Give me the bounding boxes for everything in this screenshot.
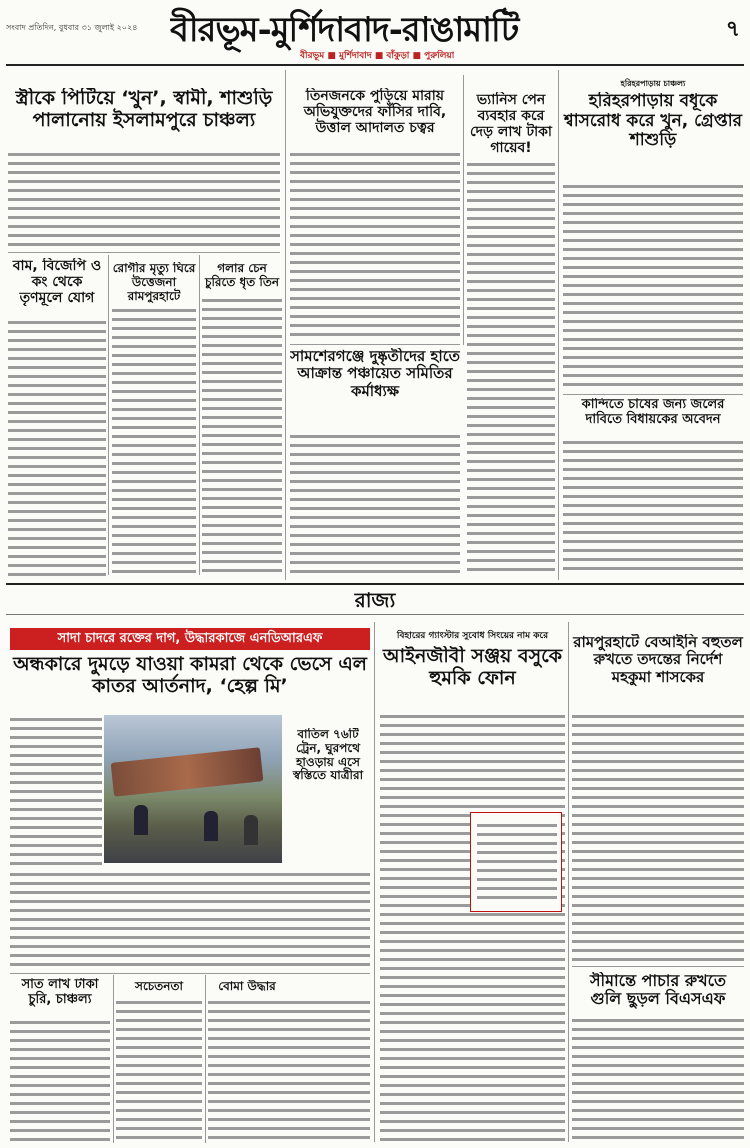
story-islampur-headline: স্ত্রীকে পিটিয়ে ‘খুন’, স্বামী, শাশুড়ি পালানোয় ইসলামপুরে চাঞ্চল্য [15, 88, 273, 131]
story-boma-headline: বোমা উদ্ধার [218, 980, 276, 993]
district-3: বাঁকুড়া [386, 51, 410, 61]
story-satlakh-body [10, 1018, 110, 1142]
story-boma-body [208, 998, 370, 1142]
story-bam-headline: বাম, বিজেপি ও কং থেকে তৃণমূলে যোগ [12, 258, 102, 307]
district-1: বীরভূম [300, 51, 325, 61]
column-divider [463, 75, 464, 345]
pull-quote-box [470, 812, 562, 912]
story-golar-body [202, 296, 282, 576]
story-samsher-body [290, 432, 460, 576]
column-divider [108, 255, 109, 575]
story-islampur-body [8, 150, 280, 250]
district-4: পুরুলিয়া [424, 51, 455, 61]
story-train-body-continued [10, 870, 370, 970]
story-haripara-kicker: হরিহরপাড়ায় চাঞ্চল্য [620, 79, 686, 88]
column-divider [568, 622, 569, 1142]
story-simante-headline: সীমান্তে পাচার রুখতে গুলি ছুড়ল বিএসএফ [589, 972, 727, 1009]
story-train-side-headline: বাতিল ৭৬টি ট্রেন, ঘুরপথে হাওড়ায় এসে স্বস্তিতে যাত্রীরা [292, 728, 364, 783]
column-divider [199, 255, 200, 575]
rescuer-figure [244, 815, 258, 845]
column-divider [285, 70, 286, 580]
story-train-kicker: সাদা চাদরে রক্তের দাগ, উদ্ধারকাজে এনডিআরএফ [10, 628, 370, 650]
rescuer-figure [134, 805, 148, 835]
story-samsher-headline: সামশেরগঞ্জে দুষ্কৃতীদের হাতে আক্রান্ত পঞ্চায়েত সমিতির কর্মাধ্যক্ষ [290, 348, 460, 400]
story-rogir-headline: রোগীর মৃত্যু ঘিরে উত্তেজনা রামপুরহাটে [112, 262, 196, 303]
story-divider [290, 344, 460, 345]
story-rampurhat-body [572, 712, 744, 962]
story-simante-body [572, 1016, 744, 1142]
train-coach-shape [111, 747, 264, 796]
story-vanish-body [467, 160, 555, 576]
story-lawyer-body [380, 712, 565, 1142]
header-rule [6, 64, 744, 66]
story-satlakh-headline: সাত লাখ টাকা চুরি, চাঞ্চল্য [21, 978, 99, 1007]
story-haripara-body [563, 182, 743, 392]
story-golar-headline: গলার চেন চুরিতে ধৃত তিন [204, 262, 280, 289]
story-divider [572, 966, 744, 967]
story-sachetanata-headline: সচেতনতা [135, 980, 183, 993]
story-divider [8, 252, 280, 253]
story-divider [563, 394, 743, 395]
section-title: রাজ্য [354, 588, 396, 612]
district-2: মুর্শিদাবাদ [339, 51, 372, 61]
column-divider [374, 622, 375, 1142]
train-accident-photo [104, 715, 282, 863]
story-vanish-headline: ভ্যানিস পেন ব্যবহার করে দেড় লাখ টাকা গায়েব! [469, 92, 552, 157]
edition-date: সংবাদ প্রতিদিন, বুধবার ৩১ জুলাই ২০২৪ [6, 23, 138, 32]
column-divider [205, 975, 206, 1143]
story-rampurhat-headline: রামপুরহাটে বেআইনি বহুতল রুখতে তদন্তের নির্দেশ মহকুমা শাসকের [573, 634, 743, 686]
story-sachetanata-body [116, 998, 202, 1142]
district-strip: বীরভূম ■ মুর্শিদাবাদ ■ বাঁকুড়া ■ পুরুলিয়া [300, 51, 455, 61]
column-divider [558, 70, 559, 580]
column-divider [113, 975, 114, 1143]
story-kandi-body [563, 438, 743, 576]
story-rogir-body [112, 306, 196, 576]
pull-quote-text [477, 821, 557, 905]
rescuer-figure [204, 811, 218, 841]
story-bam-body [8, 318, 106, 576]
page-number: ৭ [725, 17, 740, 42]
section-rule [6, 583, 744, 585]
page-title: বীরভূম-মুর্শিদাবাদ-রাঙামাটি [170, 10, 519, 50]
story-lawyer-kicker: বিহারের গ্যাংস্টার সুবোধ সিংয়ের নাম করে [396, 631, 549, 641]
story-train-headline: অন্ধকারে দুমড়ে যাওয়া কামরা থেকে ভেসে এল কাতর আর্তনাদ, ‘হেল্প মি’ [13, 654, 367, 697]
story-train-body [10, 715, 102, 865]
story-tinjan-body [290, 150, 460, 340]
story-haripara-headline: হরিহরপাড়ায় বধূকে শ্বাসরোধ করে খুন, গ্রেপ্তার শাশুড়ি [564, 92, 742, 151]
story-divider [10, 973, 370, 974]
story-lawyer-headline: আইনজীবী সঞ্জয় বসুকে হুমকি ফোন [382, 646, 563, 689]
story-kandi-headline: কান্দিতে চাষের জন্য জলের দাবিতে বিধায়কের অবেদন [581, 398, 725, 427]
story-tinjan-headline: তিনজনকে পুড়িয়ে মারায় অভিযুক্তদের ফাঁসির দাবি, উত্তাল আদালত চত্বর [303, 88, 447, 137]
section-rule [6, 614, 744, 615]
